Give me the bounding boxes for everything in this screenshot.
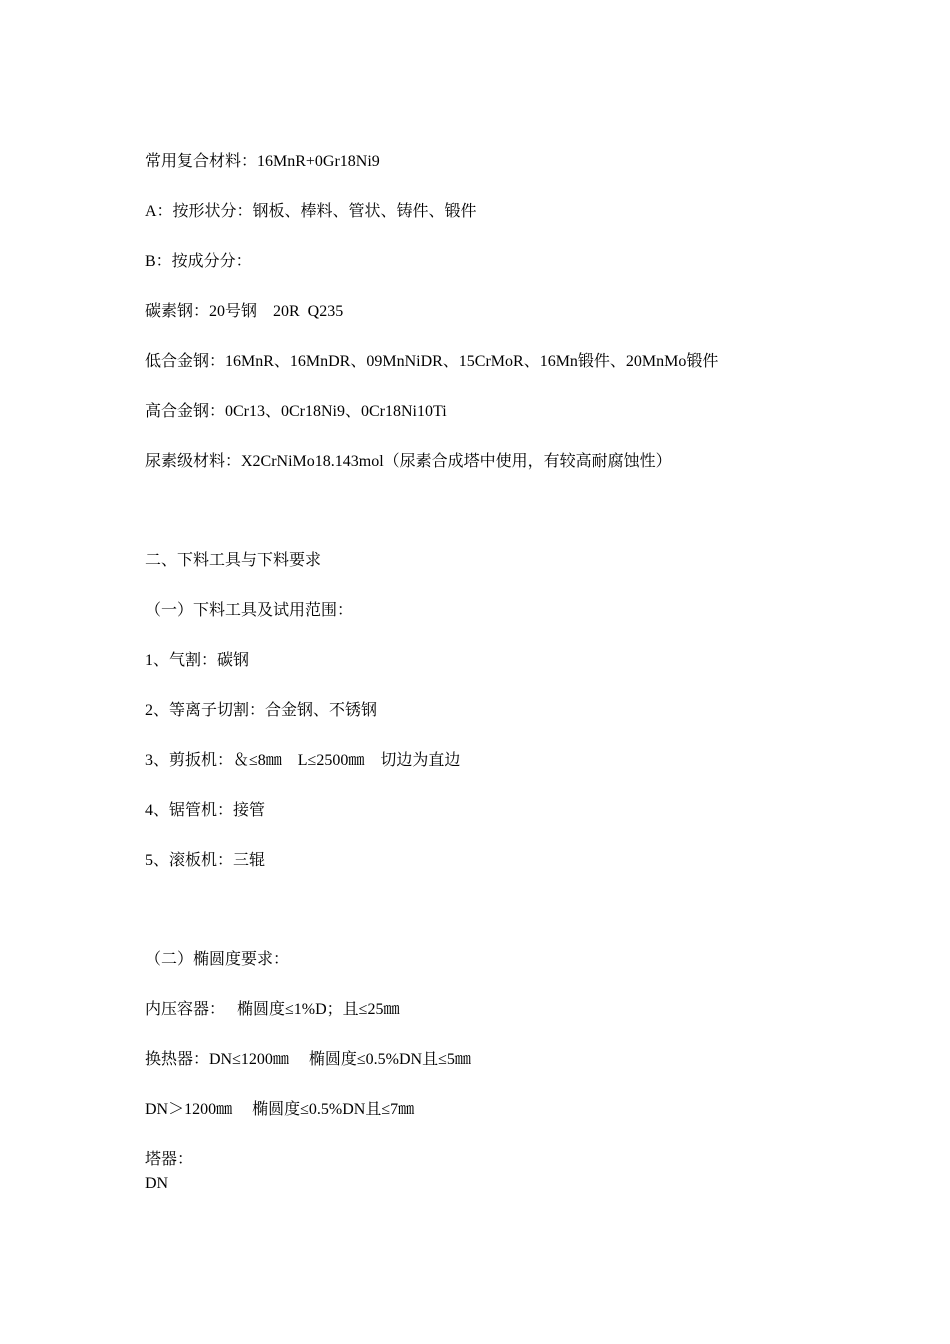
- subsection-heading-tools: （一）下料工具及试用范围：: [145, 602, 354, 619]
- list-item-plasma-cutting: 2、等离子切割：合金钢、不锈钢: [145, 702, 378, 719]
- ovality-pressure-vessel-line: 内压容器： 椭圆度≤1%D；且≤25㎜: [145, 1001, 400, 1018]
- high-alloy-steel-line: 高合金钢：0Cr13、0Cr18Ni9、0Cr18Ni10Ti: [145, 403, 447, 420]
- low-alloy-steel-line: 低合金钢：16MnR、16MnDR、09MnNiDR、15CrMoR、16Mn锻件、20MnMo锻件: [145, 353, 719, 370]
- ovality-heat-exchanger-line: 换热器：DN≤1200㎜ 椭圆度≤0.5%DN且≤5㎜: [145, 1051, 471, 1068]
- shape-classification-line: A：按形状分：钢板、棒料、管状、铸件、锻件: [145, 203, 477, 220]
- urea-grade-material-line: 尿素级材料：X2CrNiMo18.143mol（尿素合成塔中使用，有较高耐腐蚀性）: [145, 453, 672, 470]
- list-item-shearing-machine: 3、剪扳机：＆≤8㎜ L≤2500㎜ 切边为直边: [145, 752, 461, 769]
- subsection-heading-ovality: （二）椭圆度要求：: [145, 951, 290, 968]
- list-item-gas-cutting: 1、气割：碳钢: [145, 652, 250, 669]
- composition-classification-line: B：按成分分：: [145, 253, 252, 270]
- list-item-plate-roller: 5、滚板机：三辊: [145, 852, 266, 869]
- section-heading-cutting: 二、下料工具与下料要求: [145, 552, 322, 569]
- ovality-large-dn-line: DN＞1200㎜ 椭圆度≤0.5%DN且≤7㎜: [145, 1101, 415, 1118]
- list-item-pipe-saw: 4、锯管机：接管: [145, 802, 266, 819]
- carbon-steel-line: 碳素钢：20号钢 20R Q235: [145, 303, 344, 320]
- composite-material-line: 常用复合材料：16MnR+0Gr18Ni9: [145, 153, 380, 170]
- tower-vessel-line: 塔器：: [145, 1151, 194, 1168]
- dn-line: DN: [145, 1175, 169, 1192]
